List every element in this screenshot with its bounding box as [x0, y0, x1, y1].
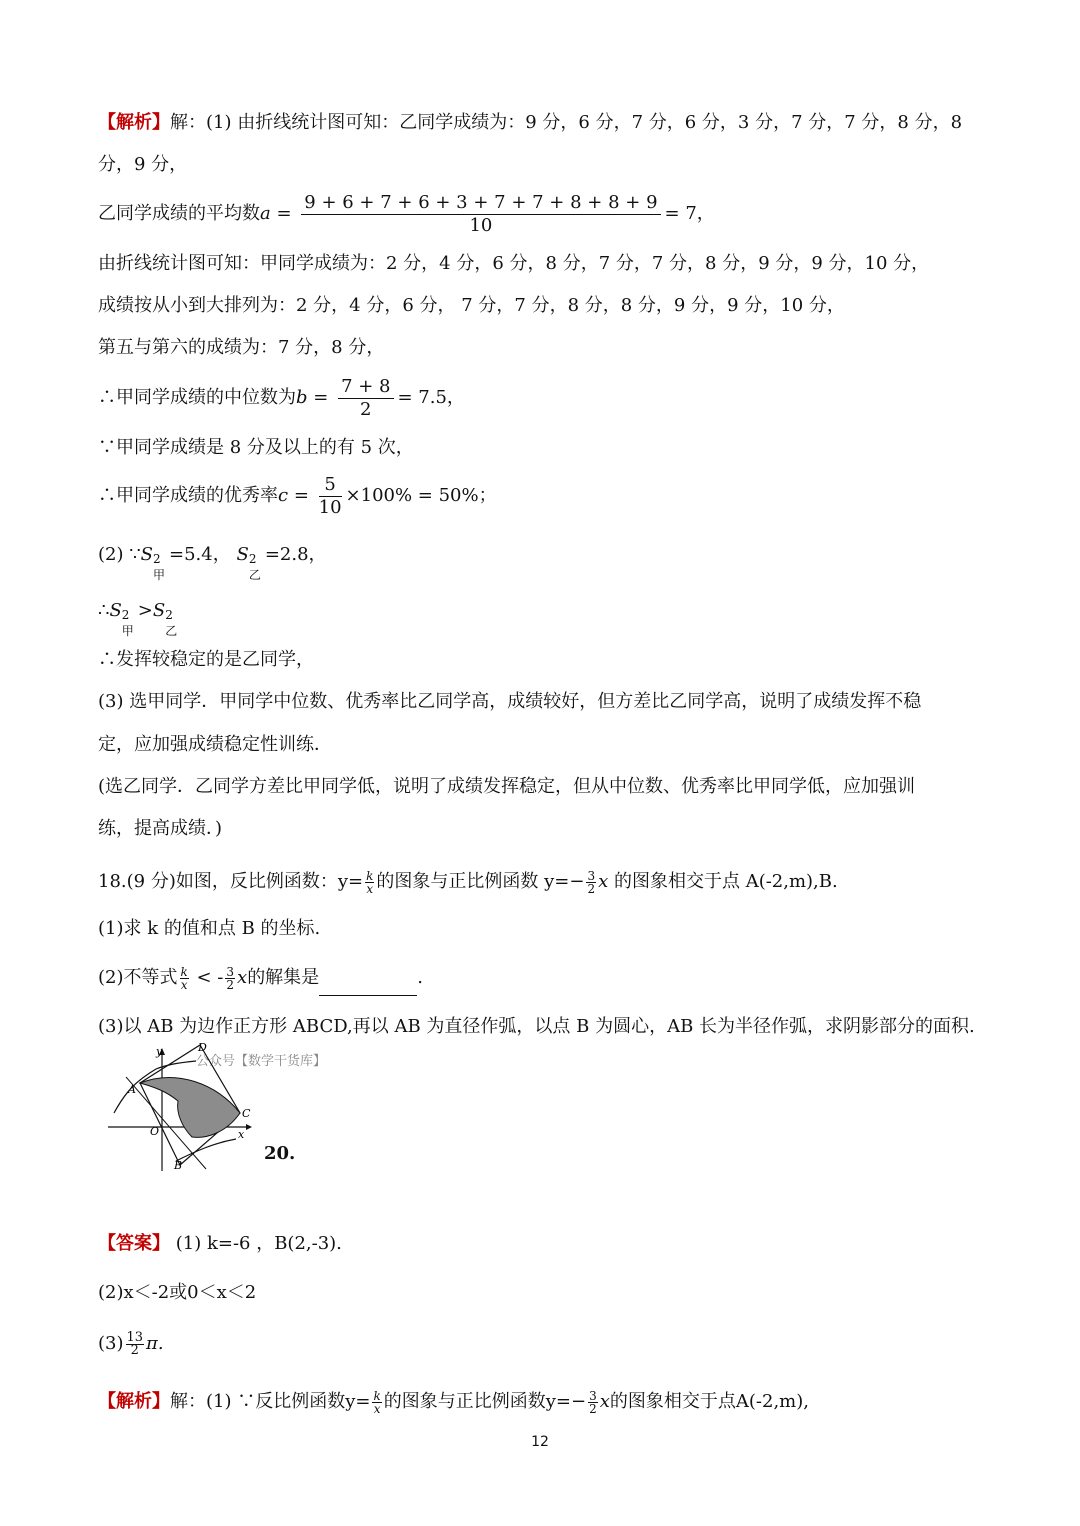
analysis-line-13: (3) 选甲同学．甲同学中位数、优秀率比乙同学高，成绩较好，但方差比乙同学高，说明了成绩发挥不稳: [98, 691, 922, 712]
mean-fraction: $\frac{9 + 6 + 7 + 6 + 3 + 7 + 7 + 8 + 8 + 9}{10}$: [301, 192, 660, 237]
median-fraction: $\frac{7 + 8}{2}$: [338, 376, 393, 421]
label-o: O: [150, 1125, 160, 1138]
analysis-line-15: (选乙同学．乙同学方差比甲同学低，说明了成绩发挥稳定，但从中位数、优秀率比甲同学低，应加强训: [98, 776, 916, 797]
analysis-line-5: 成绩按从小到大排列为：2 分，4 分，6 分， 7 分，7 分，8 分，8 分，9 分，9 分，10 分，: [98, 295, 845, 316]
answer-line-3: (3) $\frac{13}{2}$ π.: [98, 1329, 164, 1358]
analysis-line-16: 练，提高成绩．): [98, 818, 223, 839]
analysis-line-1: 【解析】解：(1) 由折线统计图可知：乙同学成绩为：9 分，6 分，7 分，6 分，3 分，7 分，7 分，8 分，8: [98, 112, 963, 133]
label-b: B: [174, 1159, 183, 1172]
label-x: x: [238, 1128, 245, 1141]
analysis-line-14: 定，应加强成绩稳定性训练．: [98, 734, 332, 755]
question-18-stem: 18.(9 分)如图，反比例函数：y= $\frac{k}{x}$ 的图象与正比例函数 y=− $\frac{3}{2}$ x 的图象相交于点 A(-2,m),B.: [98, 868, 838, 896]
analysis-line-4: 由折线统计图可知：甲同学成绩为：2 分，4 分，6 分，8 分，7 分，7 分，8 分，9 分，9 分，10 分，: [98, 253, 930, 274]
variance-line: (2) ∵S 2 甲 =5.4， S 2 乙 =2.8，: [98, 544, 327, 582]
analysis-line-2: 分，9 分，: [98, 154, 188, 175]
watermark: 公众号【数学干货库】: [196, 1054, 327, 1069]
label-y: y: [156, 1045, 163, 1058]
answer-line-1: 【答案】 (1) k=-6 ，B(2,-3).: [98, 1233, 342, 1254]
analysis-2-line-1: 【解析】解：(1) ∵反比例函数y= $\frac{k}{x}$ 的图象与正比例函数y=− $\frac{3}{2}$ x的图象相交于点A(-2,m),: [98, 1388, 809, 1416]
page-number: 12: [531, 1434, 549, 1450]
geometry-figure: [106, 1043, 266, 1173]
label-c: C: [242, 1107, 251, 1120]
analysis-tag: 【解析】: [98, 112, 170, 133]
answer-blank: [319, 977, 417, 996]
answer-tag: 【答案】: [98, 1233, 170, 1254]
analysis-line-12: ∴发挥较稳定的是乙同学，: [98, 649, 314, 670]
mean-formula: 乙同学成绩的平均数a = $\frac{9 + 6 + 7 + 6 + 3 + 7 + 7 + 8 + 8 + 9}{10}$ = 7，: [98, 191, 715, 236]
answer-line-2: (2)x＜-2或0＜x＜2: [98, 1282, 257, 1303]
excellent-rate-formula: ∴甲同学成绩的优秀率c = $\frac{5}{10}$ ×100% = 50%；: [98, 473, 497, 518]
figure-number: 20.: [264, 1143, 296, 1164]
question-18-part-1: (1)求 k 的值和点 B 的坐标.: [98, 918, 321, 939]
median-formula: ∴甲同学成绩的中位数为b = $\frac{7 + 8}{2}$ = 7.5，: [98, 375, 465, 420]
label-a: A: [128, 1083, 136, 1096]
analysis-line-6: 第五与第六的成绩为：7 分，8 分，: [98, 337, 385, 358]
variance-compare: ∴S 2 甲 >S 2 乙: [98, 600, 178, 638]
analysis-line-8: ∵甲同学成绩是 8 分及以上的有 5 次，: [98, 437, 414, 458]
rate-fraction: $\frac{5}{10}$: [318, 473, 342, 518]
label-d: D: [198, 1043, 207, 1054]
question-18-part-2: (2)不等式 $\frac{k}{x}$ < - $\frac{3}{2}$ x的解集是 .: [98, 960, 423, 996]
analysis-tag-2: 【解析】: [98, 1391, 170, 1412]
question-18-part-3: (3)以 AB 为边作正方形 ABCD,再以 AB 为直径作弧，以点 B 为圆心，AB 长为半径作弧，求阴影部分的面积.: [98, 1016, 975, 1037]
